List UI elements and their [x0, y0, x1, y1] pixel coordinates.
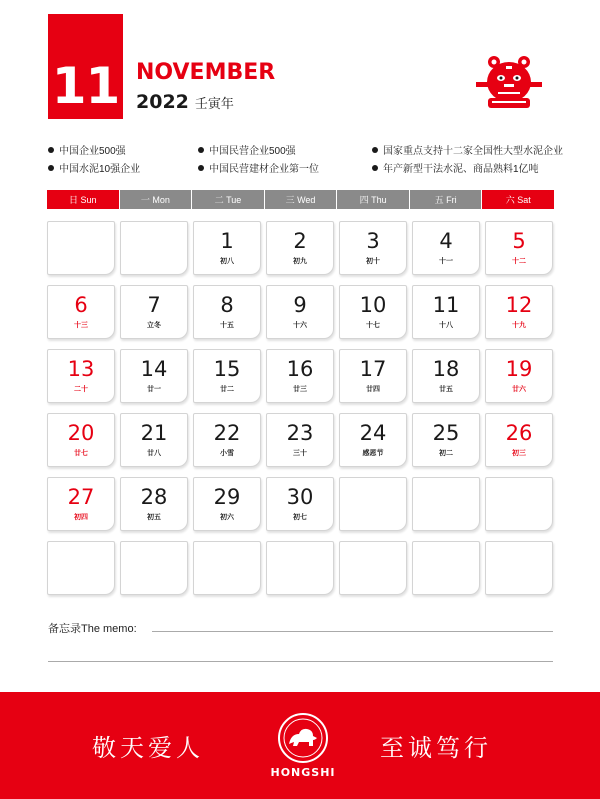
weekday-sun: 日 Sun: [47, 190, 119, 209]
day-cell: [339, 221, 407, 275]
lunar-date: 廿八: [147, 449, 161, 457]
lunar-date: 初十: [366, 257, 380, 265]
day-cell: [266, 221, 334, 275]
lunar-date: 廿一: [147, 385, 161, 393]
lunar-date: 十三: [74, 321, 88, 329]
lunar-date: 廿三: [293, 385, 307, 393]
empty-day-cell: [412, 541, 480, 595]
year-line: [136, 91, 234, 113]
day-cell: [120, 285, 188, 339]
day-cell: [193, 349, 261, 403]
highlight-item: 中国企业500强: [48, 142, 126, 157]
day-number: 1: [220, 228, 234, 253]
day-cell: [339, 413, 407, 467]
empty-day-cell: [339, 541, 407, 595]
empty-day-cell: [412, 477, 480, 531]
lunar-date: 廿六: [512, 385, 526, 393]
lunar-date: 十八: [439, 321, 453, 329]
day-cell: [485, 285, 553, 339]
highlight-item: 国家重点支持十二家全国性大型水泥企业: [372, 142, 563, 157]
day-cell: [266, 285, 334, 339]
day-number: 16: [286, 356, 314, 381]
day-cell: [47, 477, 115, 531]
weekday-mon: 一 Mon: [120, 190, 192, 209]
day-cell: [266, 413, 334, 467]
day-number: 20: [67, 420, 95, 445]
day-number: 3: [366, 228, 380, 253]
lunar-year: 壬寅年: [194, 96, 234, 111]
day-cell: [339, 285, 407, 339]
highlight-item: 中国民营建材企业第一位: [198, 160, 319, 175]
lunar-date: 初四: [74, 513, 88, 521]
lunar-date: 立冬: [147, 321, 161, 329]
day-cell: [120, 349, 188, 403]
day-cell: [339, 349, 407, 403]
bullet-dot-icon: [372, 165, 378, 171]
day-cell: [485, 221, 553, 275]
day-cell: [412, 413, 480, 467]
day-number: 29: [213, 484, 241, 509]
day-cell: [193, 413, 261, 467]
day-number: 27: [67, 484, 95, 509]
empty-day-cell: [339, 477, 407, 531]
day-number: 2: [293, 228, 307, 253]
bullet-dot-icon: [198, 147, 204, 153]
day-cell: [47, 413, 115, 467]
lunar-date: 廿五: [439, 385, 453, 393]
day-cell: [120, 413, 188, 467]
brand-name: HONGSHI: [270, 766, 336, 779]
year: 2022: [136, 91, 189, 113]
day-cell: [47, 349, 115, 403]
day-number: 17: [359, 356, 387, 381]
day-number: 19: [505, 356, 533, 381]
empty-day-cell: [485, 477, 553, 531]
bullet-dot-icon: [198, 165, 204, 171]
day-number: 11: [432, 292, 460, 317]
day-cell: [193, 477, 261, 531]
weekday-thu: 四 Thu: [337, 190, 409, 209]
highlight-item: 中国民营企业500强: [198, 142, 296, 157]
day-number: 26: [505, 420, 533, 445]
empty-day-cell: [47, 221, 115, 275]
bullet-dot-icon: [48, 165, 54, 171]
day-cell: [193, 285, 261, 339]
memo-line: [48, 661, 553, 662]
memo-line: [152, 631, 553, 632]
day-number: 15: [213, 356, 241, 381]
day-number: 13: [67, 356, 95, 381]
day-number: 25: [432, 420, 460, 445]
day-number: 7: [147, 292, 161, 317]
day-cell: [266, 349, 334, 403]
memo-label: 备忘录The memo:: [48, 623, 137, 635]
lunar-date: 廿二: [220, 385, 234, 393]
day-number: 22: [213, 420, 241, 445]
weekday-tue: 二 Tue: [192, 190, 264, 209]
day-cell: [412, 349, 480, 403]
day-cell: [412, 285, 480, 339]
weekday-sat: 六 Sat: [482, 190, 554, 209]
day-cell: [193, 221, 261, 275]
lunar-date: 十九: [512, 321, 526, 329]
weekday-wed: 三 Wed: [265, 190, 337, 209]
lunar-date: 初三: [512, 449, 526, 457]
lion-logo-icon: [277, 712, 329, 764]
lunar-date: 三十: [293, 449, 307, 457]
day-number: 21: [140, 420, 168, 445]
empty-day-cell: [120, 541, 188, 595]
bullet-dot-icon: [48, 147, 54, 153]
lunar-date: 十二: [512, 257, 526, 265]
brand-logo: [262, 712, 344, 784]
lunar-date: 二十: [74, 385, 88, 393]
day-number: 28: [140, 484, 168, 509]
highlight-item: 年产新型干法水泥、商品熟料1亿吨: [372, 160, 539, 175]
lunar-date: 初五: [147, 513, 161, 521]
day-number: 8: [220, 292, 234, 317]
lunar-date: 廿七: [74, 449, 88, 457]
weekday-fri: 五 Fri: [410, 190, 482, 209]
day-number: 5: [512, 228, 526, 253]
empty-day-cell: [47, 541, 115, 595]
month-name: NOVEMBER: [136, 60, 276, 85]
lunar-date: 廿四: [366, 385, 380, 393]
day-cell: [266, 477, 334, 531]
day-number: 14: [140, 356, 168, 381]
day-number: 23: [286, 420, 314, 445]
lunar-date: 初六: [220, 513, 234, 521]
lunar-date: 初二: [439, 449, 453, 457]
day-cell: [485, 413, 553, 467]
lunar-date: 十一: [439, 257, 453, 265]
day-number: 4: [439, 228, 453, 253]
day-cell: [412, 221, 480, 275]
day-number: 6: [74, 292, 88, 317]
lunar-date: 十五: [220, 321, 234, 329]
lunar-date: 十六: [293, 321, 307, 329]
lunar-date: 感恩节: [362, 449, 384, 457]
bullet-dot-icon: [372, 147, 378, 153]
lunar-date: 小雪: [220, 449, 234, 457]
lunar-date: 十七: [366, 321, 380, 329]
slogan-left: 敬天爱人: [92, 735, 204, 762]
calendar-grid: [47, 221, 555, 595]
day-number: 18: [432, 356, 460, 381]
highlight-item: 中国水泥10强企业: [48, 160, 140, 175]
day-cell: [120, 477, 188, 531]
footer-banner: [0, 692, 600, 799]
tiger-paper-cut-icon: [474, 52, 544, 112]
empty-day-cell: [120, 221, 188, 275]
day-number: 24: [359, 420, 387, 445]
day-number: 10: [359, 292, 387, 317]
day-cell: [47, 285, 115, 339]
day-number: 12: [505, 292, 533, 317]
month-number-block: [48, 14, 123, 119]
lunar-date: 初七: [293, 513, 307, 521]
month-number: 11: [51, 57, 120, 115]
slogan-right: 至诚笃行: [380, 735, 492, 762]
lunar-date: 初八: [220, 257, 234, 265]
weekday-header: [47, 190, 554, 209]
day-cell: [485, 349, 553, 403]
empty-day-cell: [266, 541, 334, 595]
lunar-date: 初九: [293, 257, 307, 265]
empty-day-cell: [485, 541, 553, 595]
day-number: 9: [293, 292, 307, 317]
empty-day-cell: [193, 541, 261, 595]
day-number: 30: [286, 484, 314, 509]
